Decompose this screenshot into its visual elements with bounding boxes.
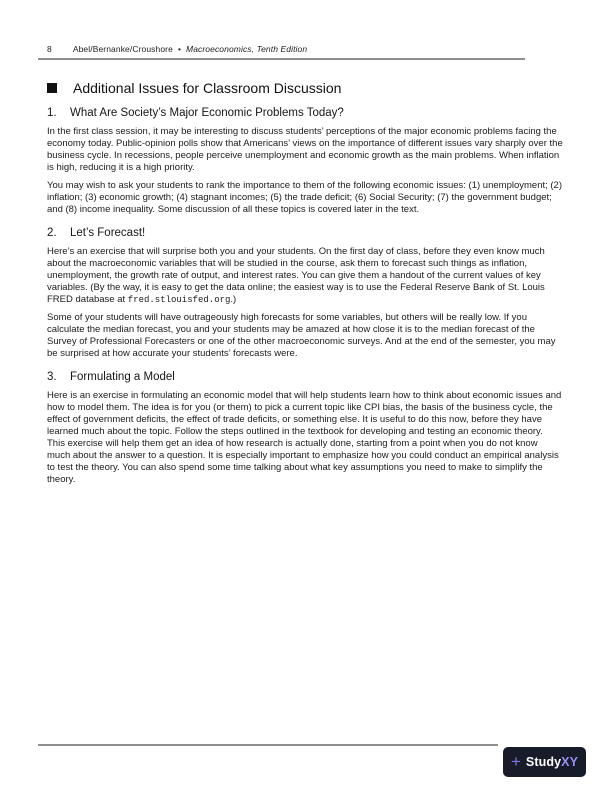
section-2-title: [47, 227, 567, 239]
footer-rule: [38, 744, 498, 746]
page-number: 8: [47, 44, 52, 54]
section-2-number: 2.: [47, 227, 57, 239]
section-2-title-text: Let’s Forecast!: [70, 227, 146, 239]
fred-url-text: fred.stlouisfed.org: [127, 295, 231, 305]
square-bullet-icon: [47, 83, 57, 93]
section-3-number: 3.: [47, 371, 57, 383]
section-3-title-text: Formulating a Model: [70, 371, 175, 383]
paragraph: Here is an exercise in formulating an economic model that will help students learn how to think about economic issues and how to model them. The idea is for you (or them) to pick a current topic like CPI bias, the basis of the business cycle, the effect of government deficits, the effect of trade deficits, or something else. It is useful to do this now, before they have learned much about the topic. Follow the steps outlined in the textbook for developing and testing an economic theory. This exercise will help them get an idea of how research is actually done, starting from a point when you do not know much about the answer to a question. It is especially important to emphasize how you could conduct an empirical analysis to test the theory. You can also spend some time talking about what key assumptions you need to make to simplify the theory.: [47, 390, 562, 485]
page-header: [38, 44, 525, 60]
page-content: [47, 59, 567, 495]
section-1: [47, 107, 567, 216]
header-separator-bullet: •: [177, 44, 182, 54]
section-3-title: [47, 371, 567, 383]
header-authors: Abel/Bernanke/Croushore: [72, 44, 173, 54]
main-heading-text: Additional Issues for Classroom Discussion: [73, 80, 342, 96]
plus-icon: +: [510, 752, 521, 771]
paragraph-text: Here’s an exercise that will surprise both you and your students. On the first day of class, before they even know much about the macroeconomic variables that will be studied in the course, ask them to forecast such things as inflation, unemployment, the growth rate of output, and interest rates. You can give them a handout of the current values of key variables. (By the way, it is easy to get the data online; the easiest way is to use the Federal Reserve Bank of St. Louis FRED database at: [47, 246, 545, 305]
studyxy-brand-badge: [503, 747, 586, 777]
paragraph: You may wish to ask your students to rank the importance to them of the following economic issues: (1) unemployment; (2) inflation; (3) economic growth; (4) stagnant incomes; (5) the trade deficit; (6) Social Security; (7) the government budget; and (8) income inequality. Some discussion of all these topics is covered later in the text.: [47, 180, 563, 215]
paragraph: In the first class session, it may be interesting to discuss students’ perceptions of the major economic problems facing the economy today. Public-opinion polls show that Americans’ views on the importance of different issues vary sharply over the business cycle. In recessions, people perceive unemployment and economic growth as the main problems. When inflation is high, reducing it is a high priority.: [47, 126, 563, 173]
header-book-title: Macroeconomics, Tenth Edition: [186, 44, 308, 54]
section-1-title-text: What Are Society’s Major Economic Problems Today?: [70, 107, 344, 119]
brand-name-xy: XY: [561, 755, 579, 769]
section-1-number: 1.: [47, 107, 57, 119]
paragraph: Some of your students will have outrageously high forecasts for some variables, but others will be really low. If you calculate the median forecast, you and your students may be amazed at how close it is to the median forecast of the Survey of Professional Forecasters or one of the other macroeconomic surveys. And at the end of the semester, you may be surprised at how accurate your students’ forecasts were.: [47, 312, 556, 359]
main-heading: [47, 80, 567, 96]
paragraph: [47, 246, 563, 306]
paragraph-text: .): [230, 294, 237, 305]
section-2: [47, 227, 567, 360]
section-1-title: [47, 107, 567, 119]
brand-name-study: Study: [525, 755, 562, 769]
section-3: [47, 371, 567, 486]
